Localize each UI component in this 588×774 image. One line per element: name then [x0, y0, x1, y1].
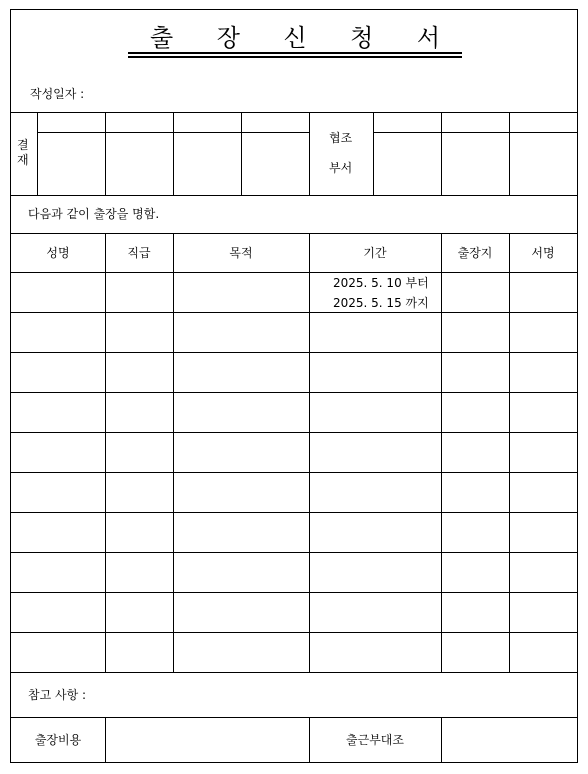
table-row-line [11, 592, 577, 593]
table-row-line [11, 552, 577, 553]
approval-label-bottom: 재 [17, 153, 29, 167]
form-frame [10, 9, 578, 763]
statement-text: 다음과 같이 출장을 명함. [28, 207, 160, 221]
cost-label: 출장비용 [34, 733, 82, 747]
notes-label: 참고 사항 : [28, 688, 87, 702]
title-char: 청 [350, 23, 374, 52]
table-row-line [11, 472, 577, 473]
divider [373, 132, 577, 133]
form-title [128, 20, 462, 50]
divider [11, 112, 577, 113]
title-underline [128, 56, 462, 58]
title-char: 장 [216, 23, 240, 52]
table-row-line [11, 632, 577, 633]
divider [309, 112, 310, 195]
header-period: 기간 [363, 246, 387, 260]
divider [241, 112, 242, 195]
divider [441, 717, 442, 762]
divider [105, 717, 106, 762]
table-row-line [11, 352, 577, 353]
divider [37, 112, 38, 195]
approval-label-top: 결 [17, 138, 29, 152]
header-destination: 출장지 [457, 246, 493, 260]
title-char: 신 [283, 23, 307, 52]
divider [373, 112, 374, 195]
header-name: 성명 [46, 246, 70, 260]
divider [173, 112, 174, 195]
table-row-line [11, 512, 577, 513]
divider [441, 112, 442, 195]
title-underline [128, 52, 462, 54]
substitute-label: 출근부대조 [346, 733, 404, 747]
header-rank: 직급 [127, 246, 151, 260]
table-col-line [309, 233, 310, 672]
header-purpose: 목적 [229, 246, 253, 260]
period-end: 2025. 5. 15 까지 [333, 296, 429, 310]
table-border [11, 672, 577, 673]
table-row-line [11, 432, 577, 433]
title-char: 출 [150, 23, 174, 52]
header-signature: 서명 [531, 246, 555, 260]
table-row-line [11, 272, 577, 273]
divider [105, 112, 106, 195]
table-col-line [105, 233, 106, 672]
period-start: 2025. 5. 10 부터 [333, 276, 429, 290]
date-label: 작성일자 : [30, 87, 85, 101]
table-row-line [11, 312, 577, 313]
table-col-line [441, 233, 442, 672]
table-col-line [509, 233, 510, 672]
coop-label: 협조 [329, 131, 353, 145]
table-col-line [173, 233, 174, 672]
table-row-line [11, 392, 577, 393]
dept-label: 부서 [329, 161, 353, 175]
divider [509, 112, 510, 195]
title-char: 서 [416, 23, 440, 52]
divider [11, 195, 577, 196]
